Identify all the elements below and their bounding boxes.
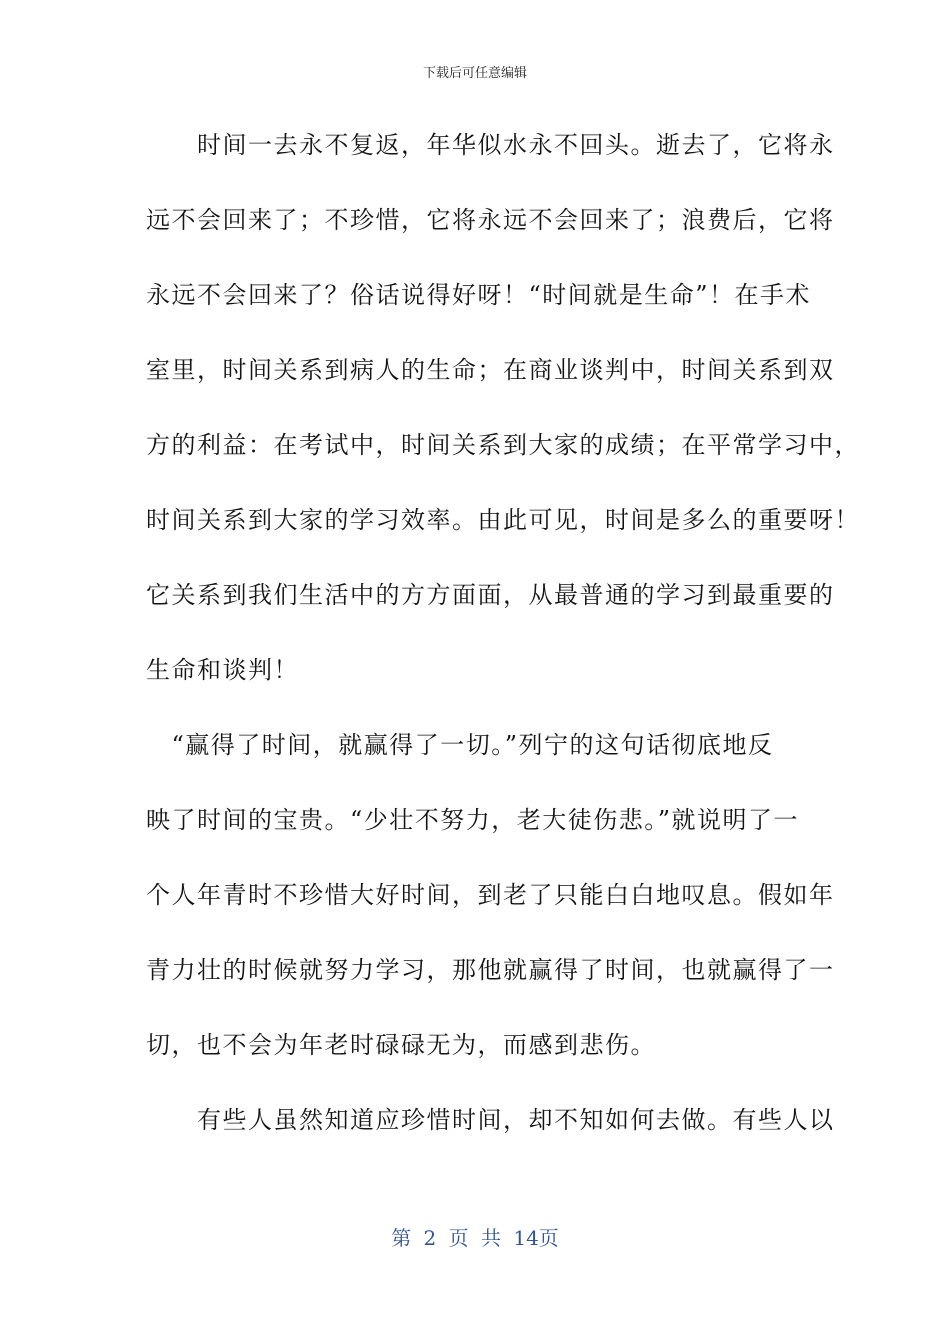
body-line-4: 室里，时间关系到病人的生命；在商业谈判中，时间关系到双 <box>146 356 835 384</box>
body-line-9: “赢得了时间，就赢得了一切。”列宁的这句话彻底地反 <box>146 731 774 759</box>
body-line-2: 远不会回来了；不珍惜，它将永远不会回来了；浪费后，它将 <box>146 206 835 234</box>
body-line-1: 时间一去永不复返，年华似水永不回头。逝去了，它将永 <box>146 131 835 159</box>
body-line-11: 个人年青时不珍惜大好时间，到老了只能白白地叹息。假如年 <box>146 881 835 909</box>
body-line-14: 有些人虽然知道应珍惜时间，却不知如何去做。有些人以 <box>146 1106 835 1134</box>
body-line-6: 时间关系到大家的学习效率。由此可见，时间是多么的重要呀！ <box>146 506 860 534</box>
body-line-5: 方的利益：在考试中，时间关系到大家的成绩；在平常学习中， <box>146 431 860 459</box>
page-number-footer: 第 2 页 共 14页 <box>391 1226 559 1250</box>
body-line-13: 切，也不会为年老时碌碌无为，而感到悲伤。 <box>146 1031 656 1059</box>
body-line-10: 映了时间的宝贵。“少壮不努力，老大徒伤悲。”就说明了一 <box>146 806 800 834</box>
page-header: 下载后可任意编辑 <box>422 66 527 81</box>
body-line-12: 青力壮的时候就努力学习，那他就赢得了时间，也就赢得了一 <box>146 956 835 984</box>
body-line-3: 永远不会回来了？俗话说得好呀！“时间就是生命”！在手术 <box>146 281 812 309</box>
body-line-7: 它关系到我们生活中的方方面面，从最普通的学习到最重要的 <box>146 581 835 609</box>
body-line-8: 生命和谈判！ <box>146 656 299 684</box>
